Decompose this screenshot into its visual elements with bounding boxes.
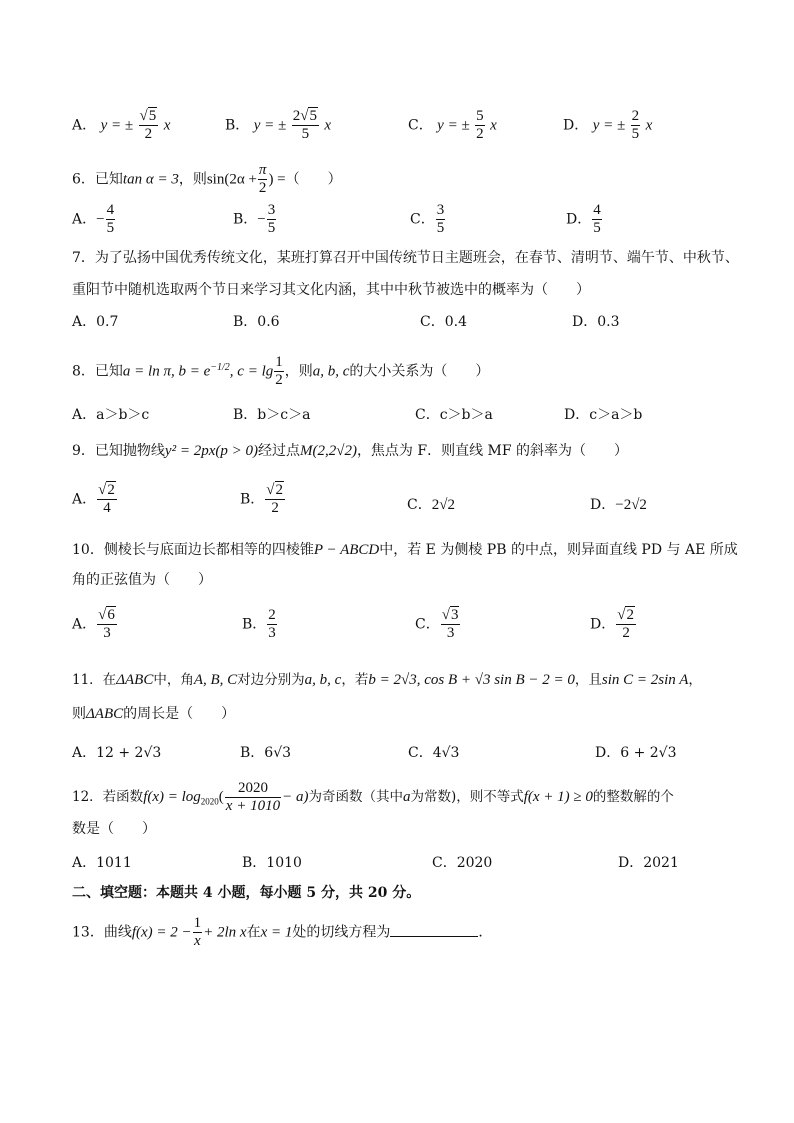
q5-b-frac: $\frac{2√5}{5}$ bbox=[292, 108, 317, 142]
q5-option-d: D． y = ± $\frac{2}{5}$ x bbox=[563, 108, 653, 142]
q12-stem-line2: 数是（ ） bbox=[72, 821, 156, 837]
q10-option-c: C． $\frac{√3}{3}$ bbox=[415, 607, 459, 641]
q5-option-b: B． y = ± $\frac{2√5}{5}$ x bbox=[225, 108, 332, 142]
q10-stem-line1: 10．侧棱长与底面边长都相等的四棱锥P − ABCD中，若 E 为侧棱 PB 的中点，则异面直线 PD 与 AE 所成 bbox=[72, 542, 738, 558]
q9-stem: 9．已知抛物线y² = 2px(p > 0)经过点M(2,2√2)，焦点为 F．则直线 MF 的斜率为（ ） bbox=[72, 443, 629, 459]
q5-c-frac: $\frac{5}{2}$ bbox=[476, 108, 484, 142]
q12-option-c: C．2020 bbox=[432, 855, 493, 871]
q11-option-b: B．6√3 bbox=[240, 745, 292, 761]
q7-option-a: A．0.7 bbox=[72, 314, 119, 330]
q7-option-b: B．0.6 bbox=[233, 314, 280, 330]
q8-option-a: A．a＞b＞c bbox=[72, 407, 150, 423]
q9-option-b: B． $\frac{√2}{2}$ bbox=[240, 482, 284, 516]
q6-stem: 6．已知tan α = 3，则sin(2α + $\frac{\pi}{2}$ ) =（ ） bbox=[72, 162, 342, 196]
q6-option-b: B．− $\frac{3}{5}$ bbox=[233, 202, 276, 236]
q5-option-c: C． y = ± $\frac{5}{2}$ x bbox=[408, 108, 497, 142]
q8-stem: 8．已知a = ln π, $b = e^{-1/2}$, c = lg $\frac{1}{2}$ ，则a, b, c的大小关系为（ ） bbox=[72, 354, 490, 388]
q8-option-d: D．c＞a＞b bbox=[564, 407, 643, 423]
q7-stem-line2: 重阳节中随机选取两个节日来学习其文化内涵，其中中秋节被选中的概率为（ ） bbox=[72, 282, 590, 298]
q11-option-a: A．12 + 2√3 bbox=[72, 745, 162, 761]
q7-option-c: C．0.4 bbox=[420, 314, 467, 330]
q9-option-d: D．−2√2 bbox=[590, 497, 647, 513]
q12-option-b: B．1010 bbox=[242, 855, 302, 871]
q8-option-c: C．c＞b＞a bbox=[415, 407, 493, 423]
q13-stem: 13．曲线f(x) = 2 − $\frac{1}{x}$ + 2ln x在x = 1处的切线方程为 ． bbox=[72, 915, 493, 949]
q10-option-b: B． $\frac{2}{3}$ bbox=[242, 607, 276, 641]
q12-option-a: A．1011 bbox=[72, 855, 132, 871]
q6-option-a: A．− $\frac{4}{5}$ bbox=[72, 202, 115, 236]
q11-option-c: C．4√3 bbox=[408, 745, 460, 761]
q10-option-d: D． $\frac{√2}{2}$ bbox=[590, 607, 634, 641]
q5-d-frac: $\frac{2}{5}$ bbox=[631, 108, 640, 142]
q6-option-d: D． $\frac{4}{5}$ bbox=[566, 202, 601, 236]
q13-answer-blank[interactable] bbox=[390, 922, 478, 937]
q7-option-d: D．0.3 bbox=[572, 314, 620, 330]
q5-a-lhs: y = ± bbox=[100, 117, 134, 134]
q10-stem-line2: 角的正弦值为（ ） bbox=[72, 572, 212, 588]
q11-option-d: D．6 + 2√3 bbox=[595, 745, 677, 761]
q6-option-c: C． $\frac{3}{5}$ bbox=[410, 202, 445, 236]
q11-stem-line2: 则ΔABC的周长是（ ） bbox=[72, 706, 236, 722]
q10-option-a: A． $\frac{√6}{3}$ bbox=[72, 607, 115, 641]
q8-option-b: B．b＞c＞a bbox=[233, 407, 311, 423]
q5-a-frac: $\frac{√5}{2}$ bbox=[139, 108, 157, 142]
q7-stem-line1: 7．为了弘扬中国优秀传统文化，某班打算召开中国传统节日主题班会，在春节、清明节、端午节、中秋节、 bbox=[72, 250, 739, 266]
q5-option-a: A． y = ± $\frac{√5}{2}$ x bbox=[72, 108, 171, 142]
q12-stem-line1: 12．若函数$f(x) = \log_{2020}$( $\frac{2020}{x + 1010}$ − a)为奇函数（其中a为常数)，则不等式f(x + 1) ≥ 0的整数解的个 bbox=[72, 780, 674, 814]
q9-option-c: C．2√2 bbox=[407, 497, 455, 513]
section-heading-fill-in: 二、填空题：本题共 4 小题，每小题 5 分，共 20 分。 bbox=[72, 885, 421, 901]
q12-option-d: D．2021 bbox=[618, 855, 679, 871]
q11-stem-line1: 11．在ΔABC中，角A, B, C对边分别为a, b, c，若b = 2√3, cos B + √3 sin B − 2 = 0，且sin C = 2sin A， bbox=[72, 672, 702, 688]
q9-option-a: A． $\frac{√2}{4}$ bbox=[72, 482, 115, 516]
